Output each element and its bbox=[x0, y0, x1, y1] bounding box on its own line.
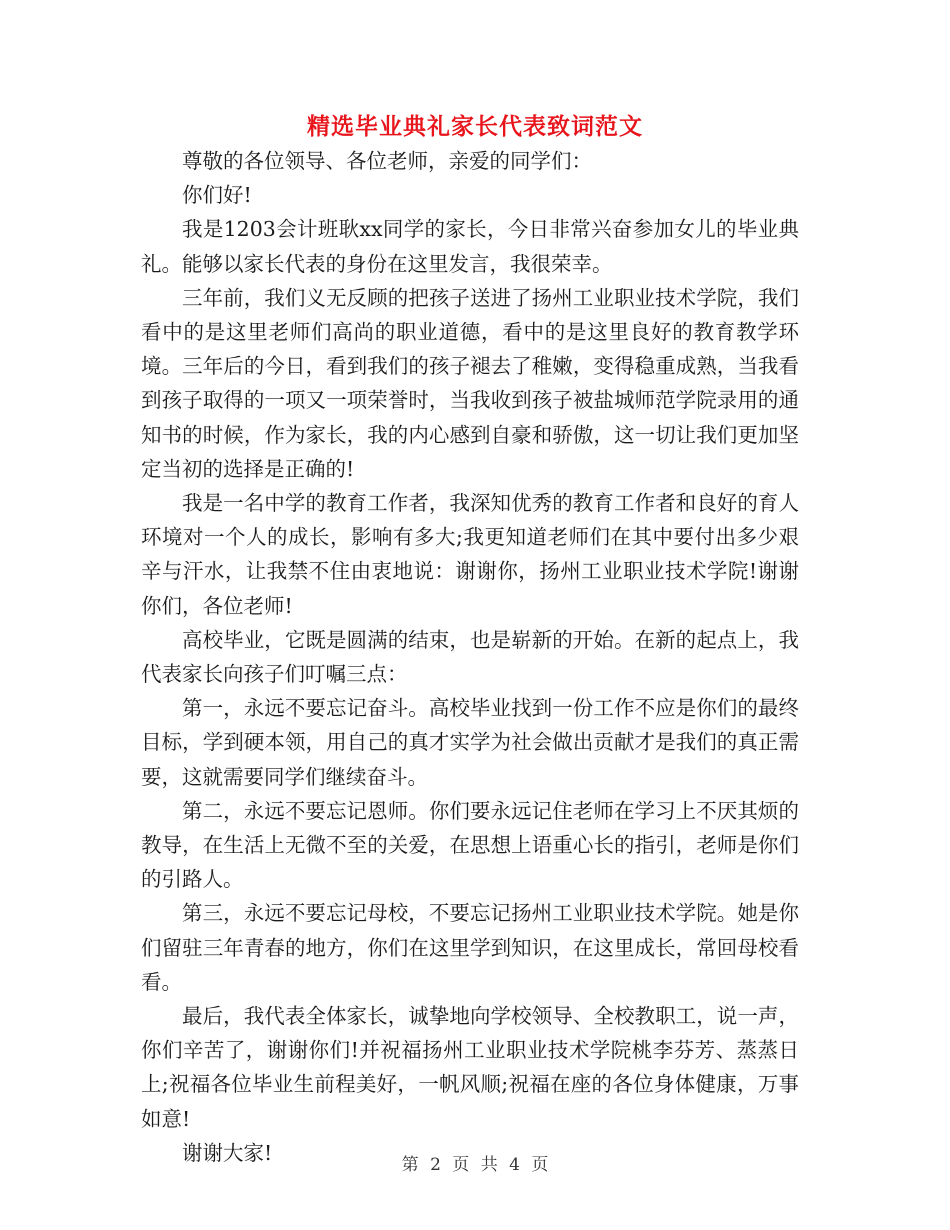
paragraph-closing: 最后，我代表全体家长，诚挚地向学校领导、全校教职工，说一声，你们辛苦了，谢谢你们!并祝福扬州工业职业技术学院桃李芬芳、蒸蒸日上;祝福各位毕业生前程美好，一帆风顺;祝福在座的各位身体健康，万事如意! bbox=[141, 1004, 799, 1131]
paragraph-first: 第一，永远不要忘记奋斗。高校毕业找到一份工作不应是你们的最终目标，学到硬本领，用自己的真才实学为社会做出贡献才是我们的真正需要，这就需要同学们继续奋斗。 bbox=[141, 696, 799, 789]
page-footer: 第 2 页 共 4 页 bbox=[401, 1155, 549, 1175]
greeting: 你们好! bbox=[182, 183, 252, 208]
paragraph-third: 第三，永远不要忘记母校，不要忘记扬州工业职业技术学院。她是你们留驻三年青春的地方，你们在这里学到知识，在这里成长，常回母校看看。 bbox=[141, 901, 799, 994]
paragraph-educator: 我是一名中学的教育工作者，我深知优秀的教育工作者和良好的育人环境对一个人的成长，影响有多大;我更知道老师们在其中要付出多少艰辛与汗水，让我禁不住由衷地说：谢谢你，扬州工业职业技术学院!谢谢你们，各位老师! bbox=[141, 491, 799, 618]
paragraph-thanks: 谢谢大家! bbox=[182, 1140, 273, 1165]
paragraph-three-years: 三年前，我们义无反顾的把孩子送进了扬州工业职业技术学院，我们看中的是这里老师们高尚的职业道德，看中的是这里良好的教育教学环境。三年后的今日，看到我们的孩子褪去了稚嫩，变得稳重成熟，当我看到孩子取得的一项又一项荣誉时，当我收到孩子被盐城师范学院录用的通知书的时候，作为家长，我的内心感到自豪和骄傲，这一切让我们更加坚定当初的选择是正确的! bbox=[141, 285, 799, 481]
paragraph-second: 第二，永远不要忘记恩师。你们要永远记住老师在学习上不厌其烦的教导，在生活上无微不至的关爱，在思想上语重心长的指引，老师是你们的引路人。 bbox=[141, 798, 799, 892]
salutation: 尊敬的各位领导、各位老师，亲爱的同学们： bbox=[182, 149, 592, 173]
document-body bbox=[141, 144, 799, 1170]
document-title: 精选毕业典礼家长代表致词范文 bbox=[307, 113, 643, 140]
paragraph-graduation: 高校毕业，它既是圆满的结束，也是崭新的开始。在新的起点上，我代表家长向孩子们叮嘱三点： bbox=[141, 627, 799, 687]
paragraph-intro: 我是1203会计班耿xx同学的家长，今日非常兴奋参加女儿的毕业典礼。能够以家长代表的身份在这里发言，我很荣幸。 bbox=[141, 217, 799, 276]
